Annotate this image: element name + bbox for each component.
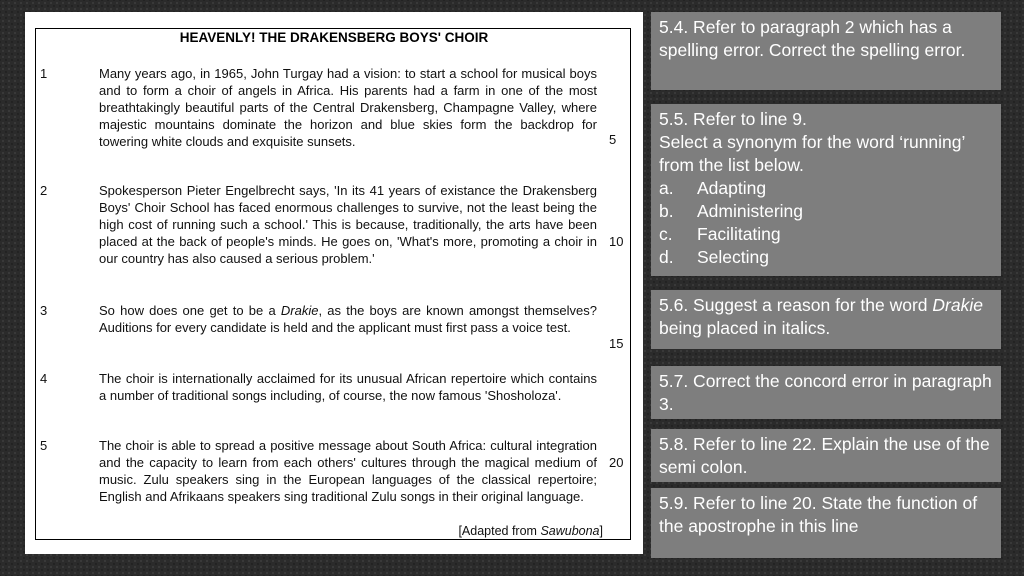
question-5-9-box bbox=[651, 488, 1001, 558]
question-5-6-italic: Drakie bbox=[932, 295, 983, 315]
question-5-9-text: 5.9. Refer to line 20. State the function of the apostrophe in this line bbox=[659, 493, 978, 536]
question-5-6-start: 5.6. Suggest a reason for the word bbox=[659, 295, 933, 315]
option-text: Facilitating bbox=[697, 224, 781, 244]
line-number-20: 20 bbox=[609, 455, 624, 470]
option-text: Administering bbox=[697, 201, 804, 221]
paragraph-2-text: Spokesperson Pieter Engelbrecht says, 'In its 41 years of existance the Drakensberg Boys' Choir School has faced enormous challenges to survive, not the least being the high cost of running such a school.' This is because, traditionally, the arts have been placed at the back of people's minds. He goes on, 'What's more, promoting a choir in our country has also caused a serious problem.' bbox=[99, 183, 597, 266]
option-text: Selecting bbox=[697, 247, 769, 267]
question-5-6-end: being placed in italics. bbox=[659, 318, 831, 338]
line-number-15: 15 bbox=[609, 336, 624, 351]
question-5-5-prompt: Select a synonym for the word ‘running’ from the list below. bbox=[659, 132, 965, 175]
question-5-8-text: 5.8. Refer to line 22. Explain the use of the semi colon. bbox=[659, 434, 990, 477]
option-d bbox=[659, 246, 993, 269]
question-5-5-box bbox=[651, 104, 1001, 276]
source-suffix: ] bbox=[599, 524, 603, 538]
question-5-8-box bbox=[651, 429, 1001, 482]
option-text: Adapting bbox=[697, 178, 767, 198]
paragraph-number: 4 bbox=[40, 371, 48, 386]
line-number-10: 10 bbox=[609, 234, 624, 249]
paragraph-1-text: Many years ago, in 1965, John Turgay had a vision: to start a school for musical boys and to form a choir of angels in Africa. His parents had a farm in one of the most breathtakingly beautiful parts of the Central Drakensberg, Champagne Valley, where majestic mountains dominate the horizon and blue skies form the backdrop for towering white clouds and exquisite sunsets. bbox=[99, 66, 597, 149]
option-b bbox=[659, 200, 993, 223]
option-letter: b. bbox=[659, 201, 674, 221]
source-prefix: [Adapted from bbox=[458, 524, 541, 538]
option-c bbox=[659, 223, 993, 246]
exam-passage-document bbox=[25, 12, 643, 554]
question-5-4-box bbox=[651, 12, 1001, 90]
passage-title: HEAVENLY! THE DRAKENSBERG BOYS' CHOIR bbox=[179, 30, 489, 45]
paragraph-4-text: The choir is internationally acclaimed for its unusual African repertoire which contains a number of traditional songs including, of course, the now famous 'Shosholoza'. bbox=[99, 371, 597, 403]
source-italic: Sawubona bbox=[540, 524, 600, 538]
paragraph-5-text: The choir is able to spread a positive message about South Africa: cultural integration and the capacity to learn from each others' cultures through the magical medium of music. Zulu speakers sing in the European languages of the classical repertoire; English and Afrikaans speakers sing traditional Zulu songs in their original language. bbox=[99, 438, 597, 504]
question-5-6-box bbox=[651, 290, 1001, 349]
paragraph-number: 2 bbox=[40, 183, 48, 198]
source-attribution bbox=[458, 524, 603, 538]
option-letter: a. bbox=[659, 178, 674, 198]
question-5-7-box bbox=[651, 366, 1001, 419]
option-letter: d. bbox=[659, 247, 674, 267]
paragraph-3-text bbox=[99, 302, 597, 336]
paragraph-number: 1 bbox=[40, 66, 48, 81]
paragraph-3-text-start: So how does one get to be a bbox=[99, 303, 281, 318]
question-5-6-text bbox=[659, 294, 993, 340]
drakie-italic-word: Drakie bbox=[280, 303, 319, 318]
line-number-5: 5 bbox=[609, 132, 617, 147]
paragraph-number: 3 bbox=[40, 303, 48, 318]
synonym-options-list bbox=[659, 177, 993, 269]
option-letter: c. bbox=[659, 224, 673, 244]
paragraph-number: 5 bbox=[40, 438, 48, 453]
paragraph-3-text-end: , as the boys are known amongst themselves? Auditions for every candidate is held and the applicant must first pass a voice test. bbox=[99, 303, 597, 335]
question-5-7-text: 5.7. Correct the concord error in paragraph 3. bbox=[659, 371, 992, 414]
option-a bbox=[659, 177, 993, 200]
question-5-4-text: 5.4. Refer to paragraph 2 which has a spelling error. Correct the spelling error. bbox=[659, 17, 966, 60]
question-5-5-title: 5.5. Refer to line 9. bbox=[659, 109, 807, 129]
